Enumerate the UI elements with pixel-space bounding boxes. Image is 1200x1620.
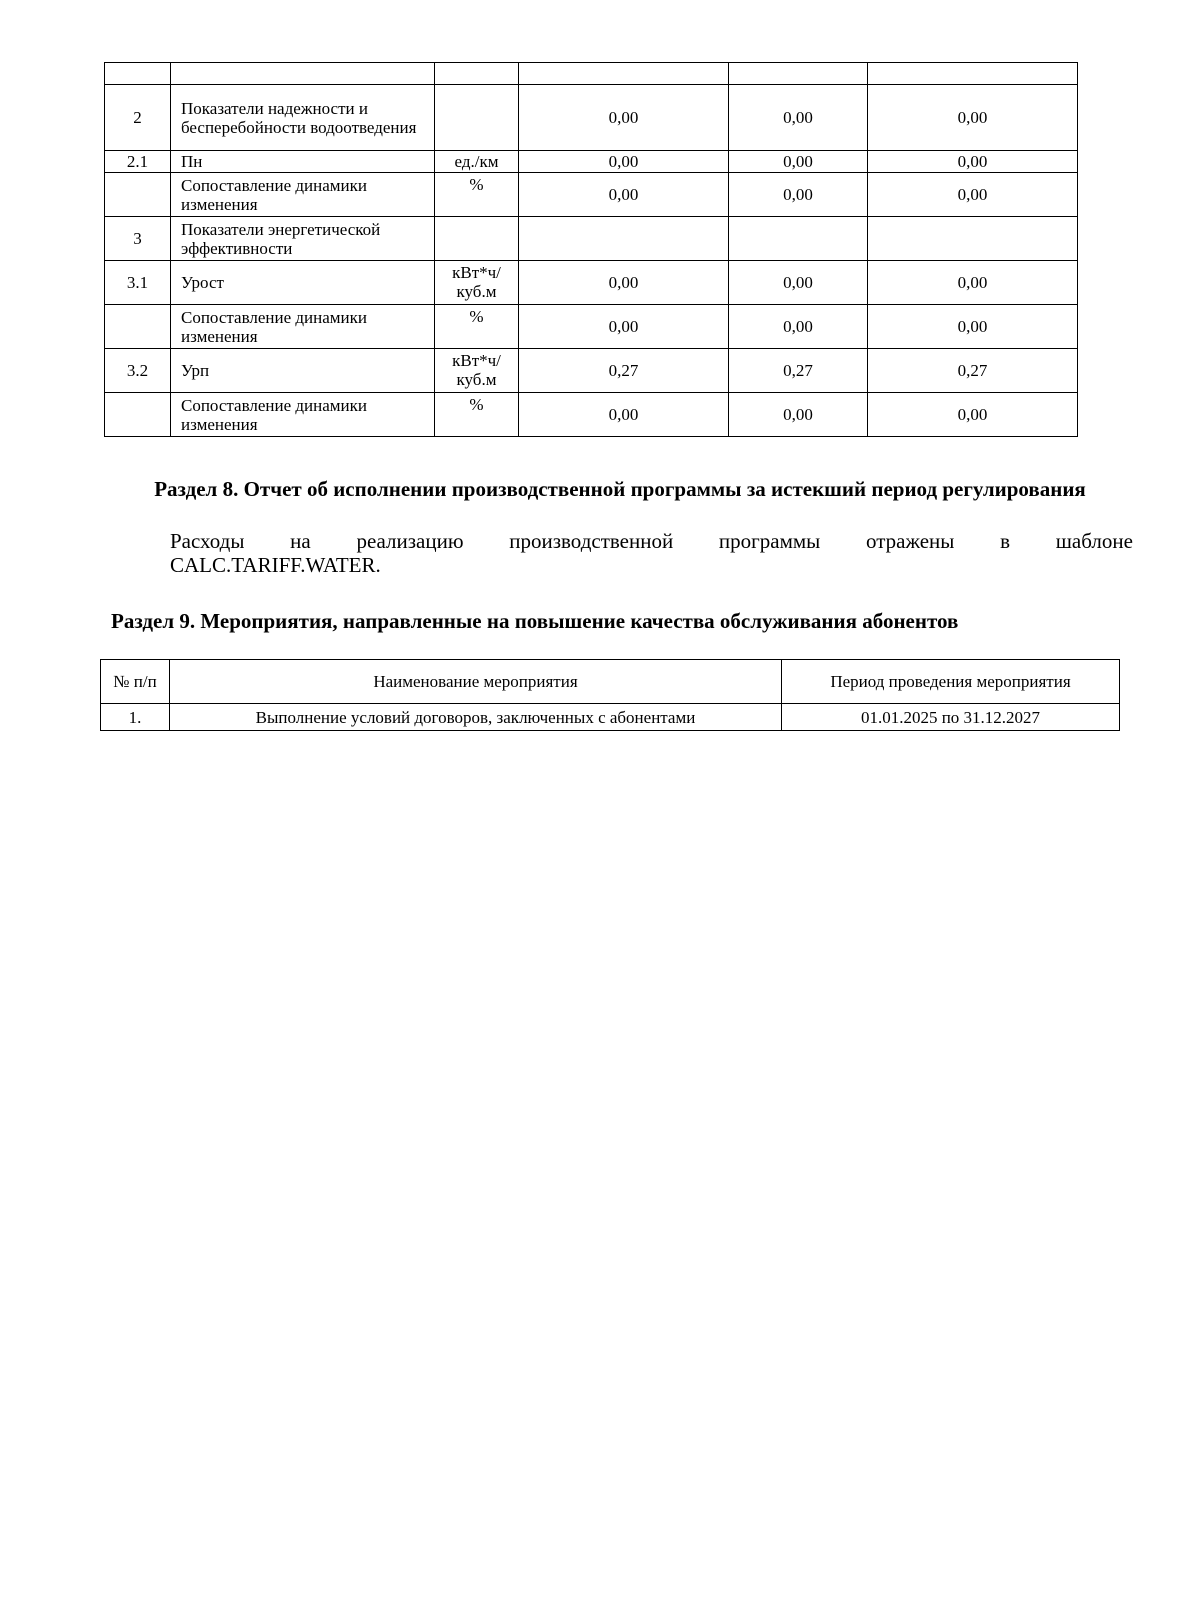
header-period: Период проведения мероприятия: [782, 660, 1120, 704]
section8-paragraph: [170, 529, 1133, 577]
value-cell: 0,00: [868, 85, 1078, 151]
unit: ед./км: [435, 151, 519, 173]
section8-paragraph-line1: [170, 529, 1133, 553]
unit: [435, 217, 519, 261]
value-cell: 0,00: [868, 173, 1078, 217]
table-row: [105, 349, 1078, 393]
value-cell: [519, 217, 729, 261]
table-row: [105, 217, 1078, 261]
section8-paragraph-line2: CALC.TARIFF.WATER.: [170, 553, 381, 577]
table-row: [105, 261, 1078, 305]
header-name: Наименование мероприятия: [170, 660, 782, 704]
paragraph-word: отражены: [866, 529, 955, 553]
paragraph-word: Расходы: [170, 529, 245, 553]
indicator-name: [171, 63, 435, 85]
indicator-name: Показатели энергетической эффективности: [171, 217, 435, 261]
indicator-name: Пн: [171, 151, 435, 173]
section9-title: Раздел 9. Мероприятия, направленные на повышение качества обслуживания абонентов: [111, 609, 959, 633]
table-row: [105, 305, 1078, 349]
paragraph-word: шаблоне: [1055, 529, 1133, 553]
row-number: 2: [105, 85, 171, 151]
value-cell: 0,00: [868, 261, 1078, 305]
value-cell: 0,00: [519, 261, 729, 305]
section8-title: Раздел 8. Отчет об исполнении производственной программы за истекший период регулирования: [154, 477, 1086, 501]
activity-num: 1.: [101, 704, 170, 731]
unit: [435, 85, 519, 151]
row-number: 3.1: [105, 261, 171, 305]
activities-header-row: [101, 660, 1120, 704]
value-cell: 0,27: [868, 349, 1078, 393]
value-cell: 0,00: [729, 393, 868, 437]
unit: %: [435, 393, 519, 437]
row-number: [105, 305, 171, 349]
table-row: [101, 704, 1120, 731]
table-row: [105, 63, 1078, 85]
unit: %: [435, 173, 519, 217]
indicators-table: [104, 62, 1078, 437]
table-row: [105, 151, 1078, 173]
table-row: [105, 393, 1078, 437]
value-cell: 0,00: [729, 173, 868, 217]
indicator-name: Урп: [171, 349, 435, 393]
paragraph-word: реализацию: [356, 529, 464, 553]
unit: [435, 63, 519, 85]
paragraph-word: производственной: [509, 529, 674, 553]
value-cell: [519, 63, 729, 85]
value-cell: 0,00: [729, 85, 868, 151]
indicator-name: Урост: [171, 261, 435, 305]
value-cell: 0,27: [519, 349, 729, 393]
indicator-name: Сопоставление динамики изменения: [171, 393, 435, 437]
table-row: [105, 85, 1078, 151]
value-cell: [868, 63, 1078, 85]
value-cell: 0,00: [729, 305, 868, 349]
value-cell: 0,00: [868, 393, 1078, 437]
activity-period: 01.01.2025 по 31.12.2027: [782, 704, 1120, 731]
value-cell: 0,00: [519, 305, 729, 349]
value-cell: 0,00: [519, 173, 729, 217]
value-cell: [868, 217, 1078, 261]
activity-name: Выполнение условий договоров, заключенных с абонентами: [170, 704, 782, 731]
paragraph-word: программы: [718, 529, 821, 553]
header-num: № п/п: [101, 660, 170, 704]
row-number: 3: [105, 217, 171, 261]
value-cell: 0,00: [868, 151, 1078, 173]
value-cell: [729, 63, 868, 85]
value-cell: 0,27: [729, 349, 868, 393]
value-cell: 0,00: [868, 305, 1078, 349]
paragraph-word: на: [290, 529, 311, 553]
paragraph-word: в: [1000, 529, 1011, 553]
row-number: [105, 173, 171, 217]
row-number: 2.1: [105, 151, 171, 173]
value-cell: 0,00: [729, 151, 868, 173]
row-number: [105, 393, 171, 437]
value-cell: 0,00: [729, 261, 868, 305]
row-number: [105, 63, 171, 85]
row-number: 3.2: [105, 349, 171, 393]
unit: %: [435, 305, 519, 349]
unit: кВт*ч/ куб.м: [435, 349, 519, 393]
indicator-name: Сопоставление динамики изменения: [171, 305, 435, 349]
value-cell: 0,00: [519, 151, 729, 173]
indicator-name: Показатели надежности и бесперебойности водоотведения: [171, 85, 435, 151]
indicator-name: Сопоставление динамики изменения: [171, 173, 435, 217]
value-cell: 0,00: [519, 393, 729, 437]
value-cell: 0,00: [519, 85, 729, 151]
table-row: [105, 173, 1078, 217]
value-cell: [729, 217, 868, 261]
unit: кВт*ч/ куб.м: [435, 261, 519, 305]
activities-table: [100, 659, 1120, 731]
